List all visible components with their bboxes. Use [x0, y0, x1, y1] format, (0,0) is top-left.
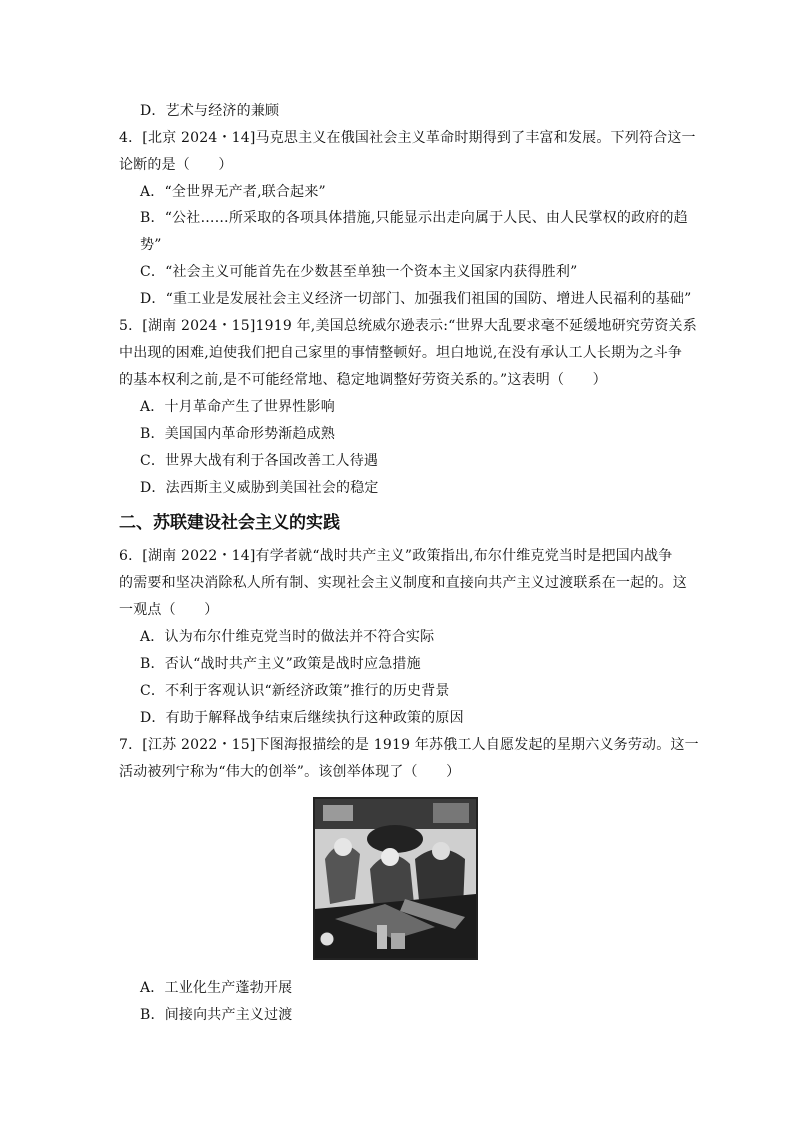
q5-option-d: D．法西斯主义威胁到美国社会的稳定: [140, 480, 379, 496]
q5-option-c: C．世界大战有利于各国改善工人待遇: [140, 453, 379, 469]
q7-option-a: A．工业化生产蓬勃开展: [140, 980, 293, 996]
q3-option-d: D．艺术与经济的兼顾: [140, 103, 280, 119]
q4-stem-line2: 论断的是（ ）: [119, 157, 233, 173]
q7-stem-line1: 7．[江苏 2022・15]下图海报描绘的是 1919 年苏俄工人自愿发起的星期六义务劳动。这一: [119, 737, 699, 753]
q5-stem-line1: 5．[湖南 2024・15]1919 年,美国总统威尔逊表示:“世界大乱要求毫不延缓地研究劳资关系: [119, 318, 697, 334]
q6-stem-line2: 的需要和坚决消除私人所有制、实现社会主义制度和直接向共产主义过渡联系在一起的。这: [119, 575, 687, 591]
q7-stem-line2: 活动被列宁称为“伟大的创举”。该创举体现了（ ）: [119, 764, 461, 780]
q6-stem-line1: 6．[湖南 2022・14]有学者就“战时共产主义”政策指出,布尔什维克党当时是把国内战争: [119, 548, 673, 564]
q5-stem-line2: 中出现的困难,迫使我们把自己家里的事情整顿好。坦白地说,在没有承认工人长期为之斗争: [119, 345, 683, 361]
q4-stem-line1: 4．[北京 2024・14]马克思主义在俄国社会主义革命时期得到了丰富和发展。下列符合这一: [119, 130, 696, 146]
q5-option-a: A．十月革命产生了世界性影响: [140, 399, 335, 415]
q4-option-d: D．“重工业是发展社会主义经济一切部门、加强我们祖国的国防、增进人民福利的基础”: [140, 291, 692, 307]
q5-stem-line3: 的基本权利之前,是不可能经常地、稳定地调整好劳资关系的。”这表明（ ）: [119, 372, 607, 388]
q4-option-b-line1: B．“公社……所采取的各项具体措施,只能显示出走向属于人民、由人民掌权的政府的趋: [140, 210, 688, 226]
q4-option-a: A．“全世界无产者,联合起来”: [140, 184, 326, 200]
q6-option-a: A．认为布尔什维克党当时的做法并不符合实际: [140, 629, 435, 645]
q6-option-d: D．有助于解释战争结束后继续执行这种政策的原因: [140, 710, 464, 726]
q7-option-b: B．间接向共产主义过渡: [140, 1007, 293, 1023]
q6-stem-line3: 一观点（ ）: [119, 602, 219, 618]
q4-option-b-line2: 势”: [140, 237, 162, 253]
poster-illustration: [315, 799, 476, 958]
q5-option-b: B．美国国内革命形势渐趋成熟: [140, 426, 336, 442]
q4-option-c: C．“社会主义可能首先在少数甚至单独一个资本主义国家内获得胜利”: [140, 264, 578, 280]
q6-option-b: B．否认“战时共产主义”政策是战时应急措施: [140, 656, 421, 672]
section-heading: 二、苏联建设社会主义的实践: [119, 513, 340, 533]
subbotnik-poster-image: [313, 797, 478, 960]
q6-option-c: C．不利于客观认识“新经济政策”推行的历史背景: [140, 683, 450, 699]
